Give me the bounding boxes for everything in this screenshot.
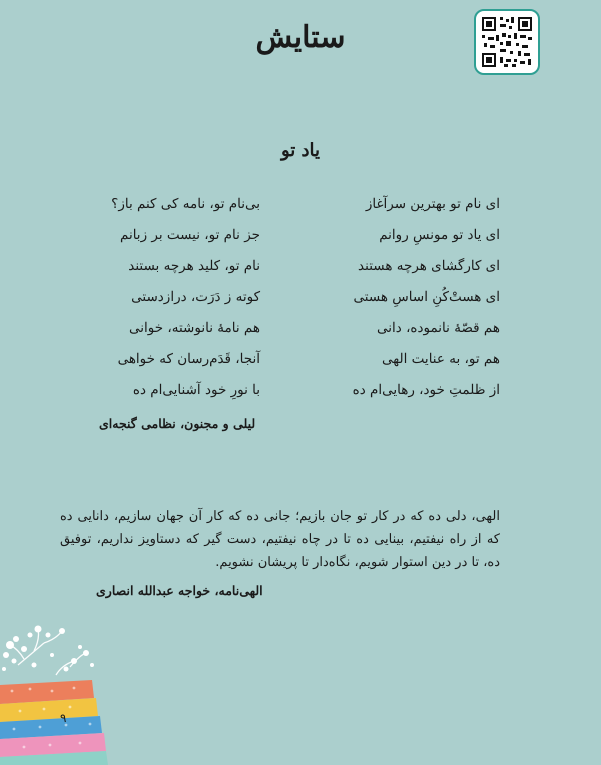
prose-attribution: الهی‌نامه، خواجه عبدالله انصاری	[96, 583, 263, 598]
first-hemistich: از ظلمتِ خود، رهایی‌ام ده	[352, 381, 500, 398]
couplet	[60, 343, 500, 374]
poem-attribution: لیلی و مجنون، نظامی گنجه‌ای	[99, 416, 256, 431]
couplet	[60, 374, 500, 405]
couplet	[60, 281, 500, 312]
first-hemistich: ای نام تو بهترین سرآغاز	[365, 195, 500, 212]
couplet	[60, 188, 500, 219]
second-hemistich: آنجا، قَدَم‌رسان که خواهی	[117, 350, 260, 367]
first-hemistich: هم قصّهٔ نانموده، دانی	[377, 319, 500, 336]
second-hemistich: نام تو، کلید هرچه بستند	[128, 257, 260, 274]
first-hemistich: ای هستْ‌کُنِ اساسِ هستی	[353, 288, 500, 305]
second-hemistich: هم نامهٔ نانوشته، خوانی	[129, 319, 260, 336]
couplet	[60, 312, 500, 343]
second-hemistich: جز نام تو، نیست بر زبانم	[119, 226, 260, 243]
second-hemistich: با نورِ خود آشنایی‌ام ده	[132, 381, 260, 398]
page-title: ستایش	[255, 20, 346, 55]
couplet	[60, 219, 500, 250]
second-hemistich: کوته ز دَرَت، درازدستی	[131, 288, 260, 305]
poem	[60, 188, 500, 418]
first-hemistich: هم تو، به عنایت الهی	[382, 350, 500, 367]
poem-title: یاد تو	[280, 140, 321, 161]
first-hemistich: ای کارگشای هرچه هستند	[358, 257, 500, 274]
prose-paragraph: الهی، دلی ده که در کار تو جان بازیم؛ جانی ده که کار آن جهان سازیم، دانایی ده که از راه نیفتیم، بینایی ده تا در چاه نیفتیم، دست گیر که دستاویز نداریم، توفیق ده، تا در دین استوار شویم، نگاه‌دار تا پریشان نشویم.	[60, 509, 500, 570]
decorative-books-illustration	[0, 625, 110, 765]
second-hemistich: بی‌نام تو، نامه کی کنم باز؟	[111, 195, 260, 212]
first-hemistich: ای یاد تو مونسِ روانم	[379, 226, 500, 243]
couplet	[60, 250, 500, 281]
page-number: ۹	[60, 711, 67, 725]
